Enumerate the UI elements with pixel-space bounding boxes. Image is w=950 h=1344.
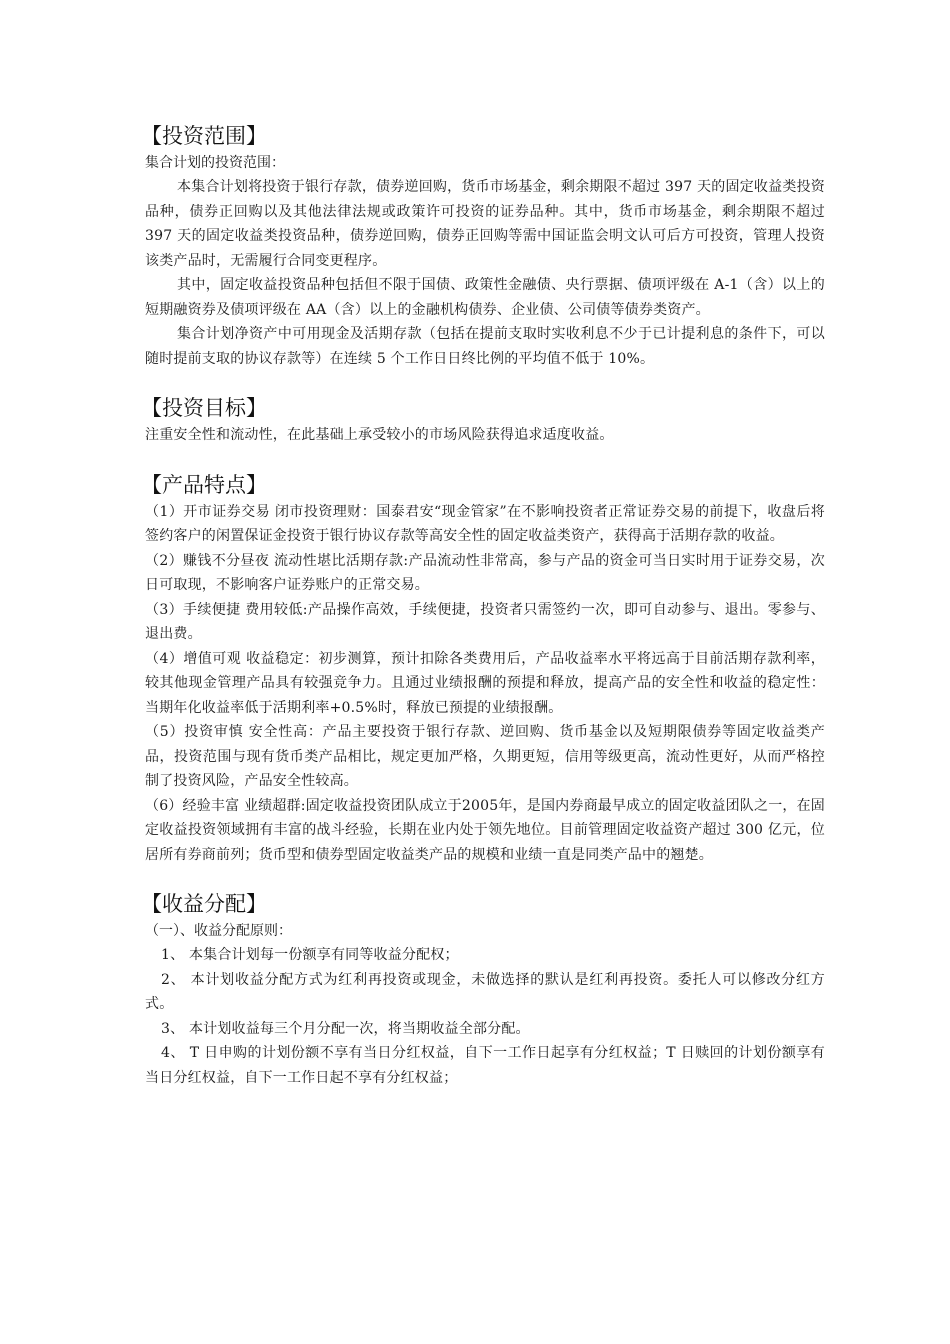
list-item: 3、 本计划收益每三个月分配一次，将当期收益全部分配。: [161, 1020, 530, 1037]
list-item: （5）投资审慎 安全性高：产品主要投资于银行存款、逆回购、货币基金以及短期限债券等固定收益类产品，投资范围与现有货币类产品相比，规定更加严格，久期更短，信用等级更高，流动性更好，从而严格控制了投资风险，产品安全性较高。: [145, 724, 825, 789]
section-heading: 【投资范围】: [141, 124, 267, 148]
list-item: （3）手续便捷 费用较低:产品操作高效，手续便捷，投资者只需签约一次，即可自动参与、退出。零参与、退出费。: [145, 601, 825, 642]
paragraph: 集合计划净资产中可用现金及活期存款（包括在提前支取时实收利息不少于已计提利息的条件下，可以随时提前支取的协议存款等）在连续 5 个工作日日终比例的平均值不低于 10%。: [145, 326, 825, 367]
section-investment-goal: [141, 395, 825, 448]
list-item: 4、 T 日申购的计划份额不享有当日分红权益，自下一工作日起享有分红权益；T 日赎回的计划份额享有当日分红权益，自下一工作日起不享有分红权益；: [145, 1045, 825, 1086]
list-item: （1）开市证券交易 闭市投资理财：国泰君安“现金管家”在不影响投资者正常证券交易的前提下，收盘后将签约客户的闲置保证金投资于银行协议存款等高安全性的固定收益类资产，获得高于活期存款的收益。: [145, 503, 825, 544]
section-income-distribution: [141, 891, 825, 1090]
list-item: （6）经验丰富 业绩超群:固定收益投资团队成立于2005年，是国内券商最早成立的固定收益团队之一，在固定收益投资领域拥有丰富的战斗经验，长期在业内处于领先地位。目前管理固定收益资产超过 300 亿元，位居所有券商前列；货币型和债券型固定收益类产品的规模和业绩一直是同类产品中的翘楚。: [145, 797, 825, 863]
section-heading: 【产品特点】: [141, 472, 267, 497]
list-item: （4）增值可观 收益稳定：初步测算，预计扣除各类费用后，产品收益率水平将远高于目前活期存款利率，较其他现金管理产品具有较强竞争力。且通过业绩报酬的预提和释放，提高产品的安全性和收益的稳定性：当期年化收益率低于活期利率+0.5%时，释放已预提的业绩报酬。: [145, 650, 825, 716]
section-investment-scope: [141, 123, 825, 371]
document-page: [141, 123, 825, 1090]
paragraph: 注重安全性和流动性，在此基础上承受较小的市场风险获得追求适度收益。: [145, 427, 614, 443]
section-heading: 【投资目标】: [141, 396, 267, 420]
paragraph: 本集合计划将投资于银行存款，债券逆回购，货币市场基金，剩余期限不超过 397 天的固定收益类投资品种，债券正回购以及其他法律法规或政策许可投资的证券品种。其中，货币市场基金，剩余期限不超过 397 天的固定收益类投资品种，债券逆回购，债券正回购等需中国证监会明文认可后方可投资，管理人投资该类产品时，无需履行合同变更程序。: [145, 179, 825, 269]
paragraph: 其中，固定收益投资品种包括但不限于国债、政策性金融债、央行票据、债项评级在 A-1（含）以上的短期融资券及债项评级在 AA（含）以上的金融机构债券、企业债、公司债等债券类资产。: [145, 277, 825, 318]
section-subheading: （一）、收益分配原则：: [145, 923, 292, 939]
section-subheading: 集合计划的投资范围：: [145, 155, 285, 171]
section-heading: 【收益分配】: [141, 892, 267, 916]
list-item: 2、 本计划收益分配方式为红利再投资或现金，未做选择的默认是红利再投资。委托人可以修改分红方式。: [145, 971, 825, 1012]
list-item: （2）赚钱不分昼夜 流动性堪比活期存款:产品流动性非常高，参与产品的资金可当日实时用于证券交易，次日可取现，不影响客户证券账户的正常交易。: [145, 552, 825, 593]
section-product-features: [141, 472, 825, 868]
list-item: 1、 本集合计划每一份额享有同等收益分配权；: [161, 947, 459, 963]
